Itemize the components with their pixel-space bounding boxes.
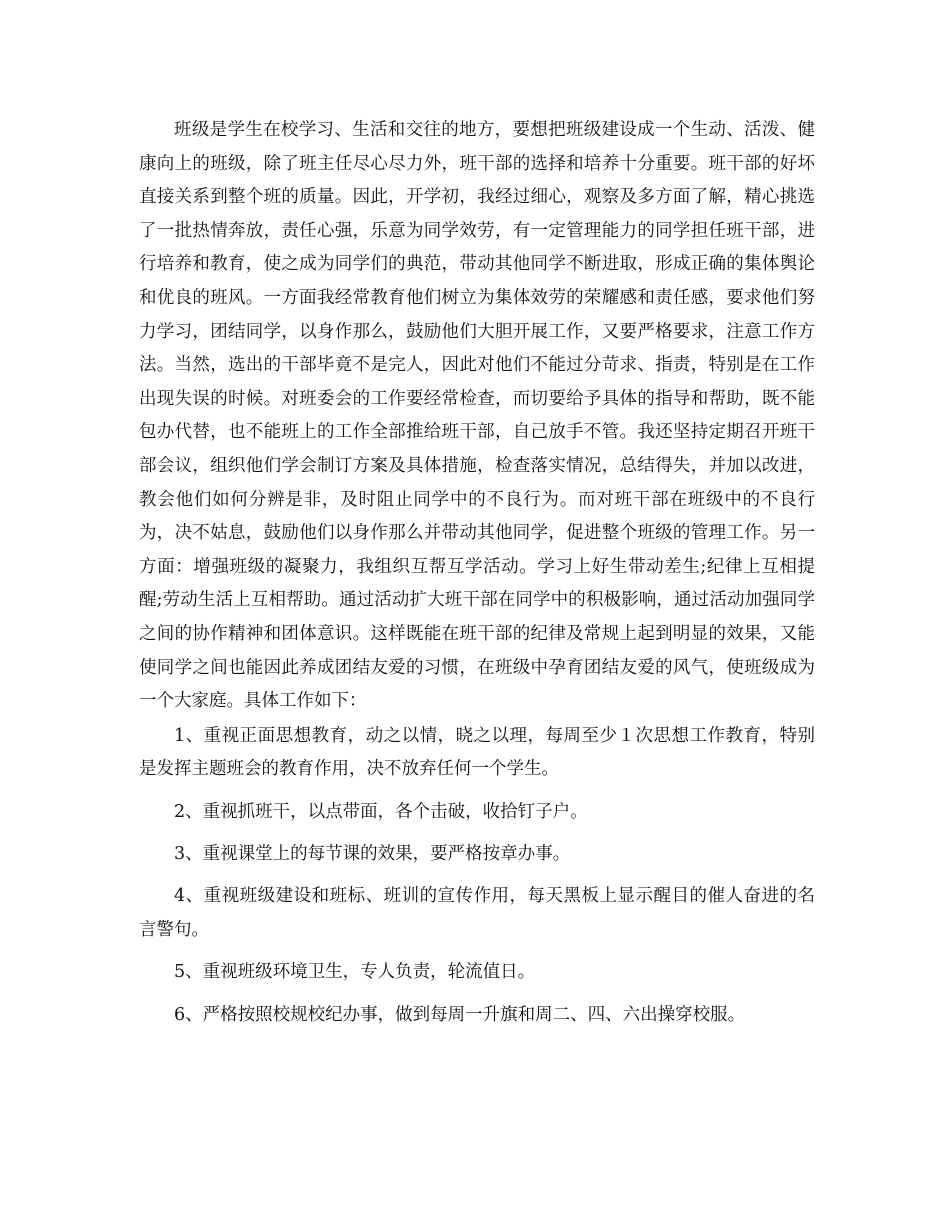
list-item-1: 1、重视正面思想教育，动之以情，晓之以理，每周至少１次思想工作教育，特别是发挥主题班会的教育作用，决不放弃任何一个学生。 (139, 725, 815, 780)
list-item-3: 3、重视课堂上的每节课的效果，要严格按章办事。 (174, 844, 571, 865)
intro-paragraph: 班级是学生在校学习、生活和交往的地方，要想把班级建设成一个生动、活泼、健康向上的班级，除了班主任尽心尽力外，班干部的选择和培养十分重要。班干部的好坏直接关系到整个班的质量。因此，开学初，我经过细心，观察及多方面了解，精心挑选了一批热情奔放，责任心强，乐意为同学效劳，有一定管理能力的同学担任班干部，进行培养和教育，使之成为同学们的典范，带动其他同学不断进取，形成正确的集体舆论和优良的班风。一方面我经常教育他们树立为集体效劳的荣耀感和责任感，要求他们努力学习，团结同学，以身作那么，鼓励他们大胆开展工作，又要严格要求，注意工作方法。当然，选出的干部毕竟不是完人，因此对他们不能过分苛求、指责，特别是在工作出现失误的时候。对班委会的工作要经常检查，而切要给予具体的指导和帮助，既不能包办代替，也不能班上的工作全部推给班干部，自己放手不管。我还坚持定期召开班干部会议，组织他们学会制订方案及具体措施，检查落实情况，总结得失，并加以改进，教会他们如何分辨是非，及时阻止同学中的不良行为。而对班干部在班级中的不良行为，决不姑息，鼓励他们以身作那么并带动其他同学，促进整个班级的管理工作。另一方面：增强班级的凝聚力，我组织互帮互学活动。学习上好生带动差生;纪律上互相提醒;劳动生活上互相帮助。通过活动扩大班干部在同学中的积极影响，通过活动加强同学之间的协作精神和团体意识。这样既能在班干部的纪律及常规上起到明显的效果，又能使同学之间也能因此养成团结友爱的习惯，在班级中孕育团结友爱的风气，使班级成为一个大家庭。具体工作如下： (139, 120, 815, 712)
list-item-6: 6、严格按照校规校纪办事，做到每周一升旗和周二、四、六出操穿校服。 (174, 1004, 746, 1025)
list-item-4: 4、重视班级建设和班标、班训的宣传作用，每天黑板上显示醒目的催人奋进的名言警句。 (139, 886, 815, 941)
document-body (139, 114, 815, 1041)
list-item-2: 2、重视抓班干，以点带面，各个击破，收拾钉子户。 (174, 801, 588, 822)
list-item-5: 5、重视班级环境卫生，专人负责，轮流值日。 (174, 962, 536, 983)
